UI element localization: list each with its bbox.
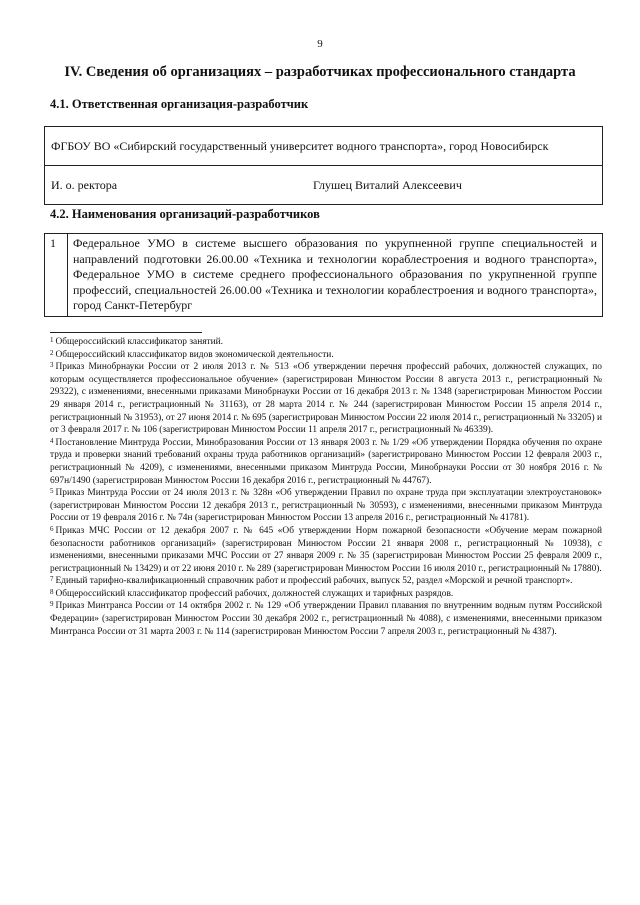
footnote-text: Приказ МЧС России от 12 декабря 2007 г. № 645 «Об утверждении Норм пожарной безопасности «Обучение мерам пожарной безопасности работников организаций» (зарегистрирован Минюстом России 21 января 2008 г., регистрационный № 10938), с изменениями, внесенными приказами МЧС России от 27 января 2009 г. № 35 (зарегистрирован Минюстом России 25 февраля 2009 г., регистрационный № 13429) и от 22 июня 2010 г. № 289 (зарегистрирован Минюстом России 16 июля 2010 г., регистрационный № 17880). bbox=[50, 525, 602, 574]
footnote bbox=[50, 487, 602, 525]
footnote bbox=[50, 600, 602, 638]
footnotes bbox=[50, 336, 602, 638]
footnote-text: Общероссийский классификатор видов экономической деятельности. bbox=[55, 349, 334, 360]
responsible-org-table bbox=[44, 126, 603, 205]
footnote-number: 4 bbox=[50, 436, 54, 445]
developer-row-number: 1 bbox=[45, 234, 68, 317]
footnote-text: Постановление Минтруда России, Минобразования России от 13 января 2003 г. № 1/29 «Об утверждении Порядка обучения по охране труда и проверки знаний требований охраны труда работников организаций» (зарегистрировано Минюстом России 12 февраля 2003 г., регистрационный № 4209), с изменениями, внесенными приказом Минтруда России, Минобрнауки России от 30 ноября 2016 г. № 697н/1490 (зарегистрирован Минюстом России 16 декабря 2016 г., регистрационный № 44767). bbox=[50, 437, 602, 486]
footnote-number: 7 bbox=[50, 575, 54, 584]
responsible-position: И. о. ректора bbox=[45, 166, 308, 205]
footnote-number: 1 bbox=[50, 336, 54, 344]
page-number: 9 bbox=[317, 38, 323, 50]
footnote bbox=[50, 437, 602, 487]
footnote-separator bbox=[50, 332, 202, 333]
footnote bbox=[50, 525, 602, 575]
footnote-number: 3 bbox=[50, 361, 54, 370]
developer-orgs-table bbox=[44, 233, 603, 317]
footnote-text: Общероссийский классификатор занятий. bbox=[55, 337, 223, 347]
responsible-org-name: ФГБОУ ВО «Сибирский государственный университет водного транспорта», город Новосибирск bbox=[45, 127, 603, 166]
developer-orgs-heading: 4.2. Наименования организаций-разработчиков bbox=[50, 207, 320, 221]
footnote-text: Приказ Минобрнауки России от 2 июля 2013 г. № 513 «Об утверждении перечня профессий рабочих, должностей служащих, по которым осуществляется профессиональное обучение» (зарегистрирован Минюстом России 8 августа 2013 г., регистрационный № 29322), с изменениями, внесенными приказами Минобрнауки России от 16 декабря 2013 г. № 1348 (зарегистрирован Минюстом России 29 января 2014 г., регистрационный № 31163), от 28 марта 2014 г. № 244 (зарегистрирован Минюстом России 15 апреля 2014 г., регистрационный № 31953), от 27 июня 2014 г. № 695 (зарегистрирован Минюстом России 22 июля 2014 г., регистрационный № 33205) и от 3 февраля 2017 г. № 106 (зарегистрирован Минюстом России 11 апреля 2017 г., регистрационный № 46339). bbox=[50, 362, 602, 436]
footnote-number: 2 bbox=[50, 348, 54, 357]
footnote-text: Приказ Минтранса России от 14 октября 2002 г. № 129 «Об утверждении Правил плавания по внутренним водным путям Российской Федерации» (зарегистрирован Минюстом России 30 декабря 2002 г., регистрационный № 4088), с изменениями, внесенными приказом Минтранса России от 31 марта 2003 г. № 114 (зарегистрирован Минюстом России 7 апреля 2003 г., регистрационный № 4387). bbox=[50, 601, 602, 637]
footnote-text: Единый тарифно-квалификационный справочник работ и профессий рабочих, выпуск 52, раздел «Морской и речной транспорт». bbox=[55, 576, 573, 587]
footnote bbox=[50, 336, 602, 349]
footnote-number: 9 bbox=[50, 600, 54, 609]
responsible-org-heading: 4.1. Ответственная организация-разработчик bbox=[50, 97, 309, 111]
responsible-person: Глушец Виталий Алексеевич bbox=[307, 166, 603, 205]
footnote-number: 5 bbox=[50, 487, 54, 496]
footnote bbox=[50, 575, 602, 588]
section-title: IV. Сведения об организациях – разработчиках профессионального стандарта bbox=[64, 64, 576, 80]
footnote-number: 6 bbox=[50, 524, 54, 533]
developer-row-name: Федеральное УМО в системе высшего образования по укрупненной группе специальностей и направлений подготовки 26.00.00 «Техника и технологии кораблестроения и водного транспорта», Федеральное УМО в системе среднего профессионального образования по укрупненной группе профессий, специальностей 26.00.00 «Техника и технологии кораблестроения и водного транспорта», город Санкт-Петербург bbox=[68, 234, 603, 317]
footnote bbox=[50, 349, 602, 362]
table-row bbox=[45, 234, 603, 317]
footnote-text: Общероссийский классификатор профессий рабочих, должностей служащих и тарифных разрядов. bbox=[55, 588, 454, 599]
footnote-text: Приказ Минтруда России от 24 июля 2013 г. № 328н «Об утверждении Правил по охране труда при эксплуатации электроустановок» (зарегистрирован Минюстом России 12 декабря 2013 г., регистрационный № 30593), с изменениями, внесенными приказом Минтруда России от 19 февраля 2016 г. № 74н (зарегистрирован Минюстом России 13 апреля 2016 г., регистрационный № 41781). bbox=[50, 488, 602, 524]
footnote bbox=[50, 361, 602, 437]
footnote-number: 8 bbox=[50, 587, 54, 596]
footnote bbox=[50, 588, 602, 601]
